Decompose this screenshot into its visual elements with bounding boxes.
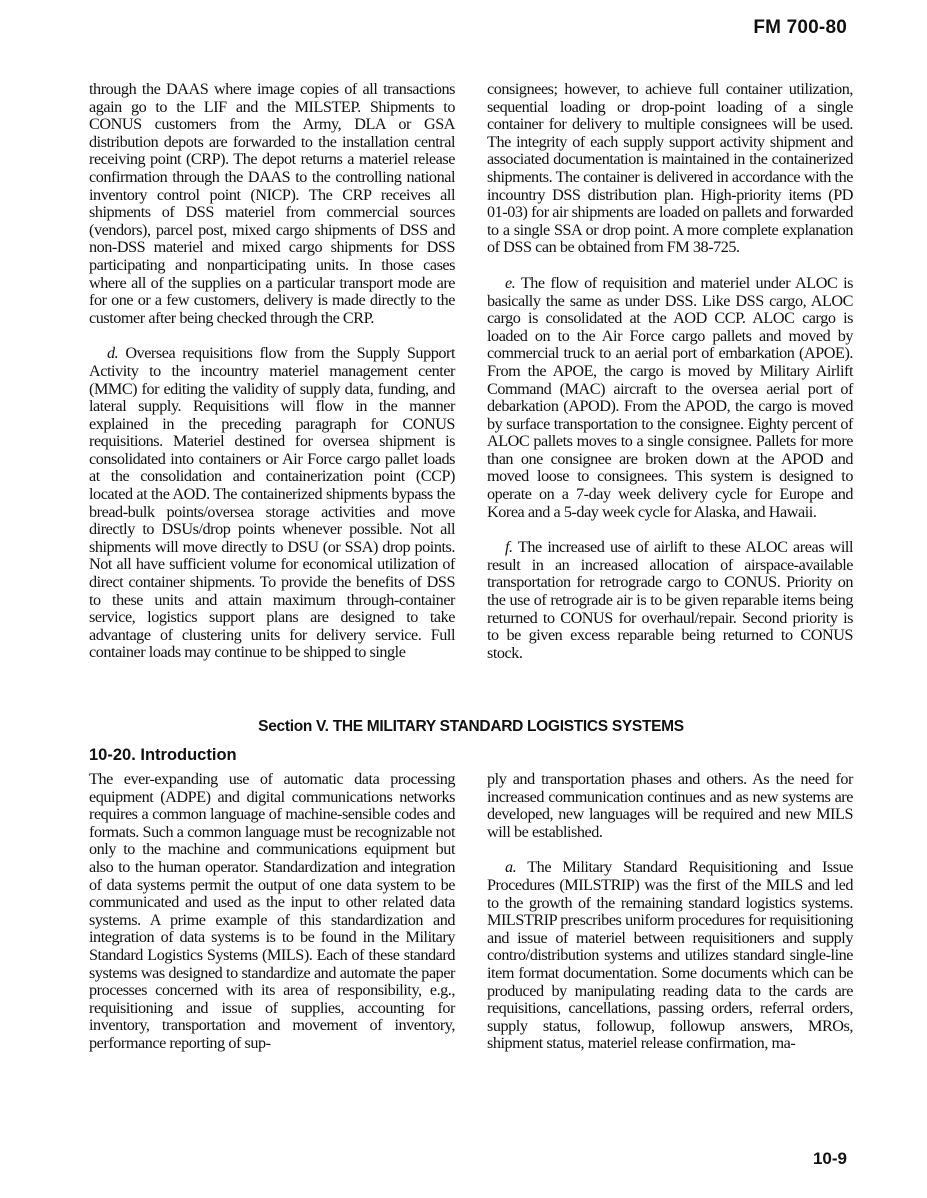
top-left-column <box>89 81 455 662</box>
bottom-right-column <box>487 771 853 1053</box>
paragraph-marker: e. <box>505 273 516 292</box>
paragraph-text: The increased use of airlift to these ALOC areas will result in an increased allocation of airspace-available transportation for retrograde cargo to CONUS. Priority on the use of retrograde air is to be given reparable items being returned to CONUS for overhaul/repair. Second priority is to be given excess reparable being returned to CONUS stock. <box>487 538 853 662</box>
paragraph-text: Oversea requisitions flow from the Supply Support Activity to the incountry materiel management center (MMC) for editing the validity of supply data, funding, and lateral supply. Requisitions will flow in the manner explained in the preceding paragraph for CONUS requisitions. Materiel destined for oversea shipment is consolidated into containers or Air Force cargo pallet loads at the consolidation and containerization point (CCP) located at the AOD. The containerized shipments bypass the bread-bulk points/oversea storage activities and move directly to DSUs/drop points whenever possible. Not all shipments will move directly to DSU (or SSA) drop points. Not all have sufficient volume for economical utilization of direct container shipments. To provide the benefits of DSS to these units and attain maximum through-container service, logistics support plans are designed to take advantage of clustering units for delivery service. Full container loads may continue to be shipped to single <box>89 344 455 662</box>
paragraph-a <box>487 859 853 1053</box>
bottom-left-column <box>89 771 455 1053</box>
paragraph-continuation: through the DAAS where image copies of all transactions again go to the LIF and the MILSTEP. Shipments to CONUS customers from the Army, DLA or GSA distribution depots are forwarded to the installation central receiving point (CRP). The depot returns a materiel release confirmation through the DAAS to the controlling national inventory control point (NICP). The CRP receives all shipments of DSS materiel from commercial sources (vendors), parcel post, mixed cargo shipments of DSS and non-DSS materiel and mixed cargo shipments for DSS participating and nonparticipating units. In those cases where all of the supplies on a particular transport mode are for one or a few customers, delivery is made directly to the customer after being checked through the CRP. <box>89 80 455 327</box>
page-number: 10-9 <box>812 1149 847 1168</box>
document-id: FM 700-80 <box>753 17 847 38</box>
section-heading: Section V. THE MILITARY STANDARD LOGISTICS SYSTEMS <box>258 718 684 735</box>
paragraph-marker: d. <box>107 344 119 363</box>
subsection-heading: 10-20. Introduction <box>89 746 237 764</box>
paragraph-text: The Military Standard Requisitioning and Issue Procedures (MILSTRIP) was the first of the MILS and led to the growth of the remaining standard logistics systems. MILSTRIP prescribes uniform procedures for requisitioning and issue of materiel between requisitioners and supply contro/distribution systems and utilizes standard single-line item format documentation. Some documents which can be produced by manipulating reading data to the cards are requisitions, cancellations, passing orders, referral orders, supply status, followup, followup answers, MROs, shipment status, materiel release confirmation, ma- <box>487 858 853 1053</box>
top-right-column <box>487 81 853 662</box>
paragraph-introduction: The ever-expanding use of automatic data processing equipment (ADPE) and digital communications networks requires a common language of machine-sensible codes and formats. Such a common language must be recognizable not only to the machine and communications equipment but also to the human operator. Standardization and integration of data systems permit the output of one data system to be communicated and used as the input to other related data systems. A prime example of this standardization and integration of data systems is to be found in the Military Standard Logistics Systems (MILS). Each of these standard systems was designed to standardize and automate the paper processes concerned with its area of responsibility, e.g., requisitioning and issue of supplies, accounting for inventory, transportation and movement of inventory, performance reporting of sup- <box>89 770 455 1052</box>
paragraph-text: The flow of requisition and materiel under ALOC is basically the same as under DSS. Like DSS cargo, ALOC cargo is consolidated at the AOD CCP. ALOC cargo is loaded on to the Air Force cargo pallets and moved by commercial truck to an aerial port of embarkation (APOE). From the APOE, the cargo is moved by Military Airlift Command (MAC) aircraft to the oversea aerial port of debarkation (APOD). From the APOD, the cargo is moved by surface transportation to the consignee. Eighty percent of ALOC pallets moves to a single consignee. Pallets for more than one consignee are broken down at the APOD and moved loose to consignees. This system is designed to operate on a 7-day week delivery cycle for Europe and Korea and a 5-day week cycle for Alaska, and Hawaii. <box>487 273 853 521</box>
paragraph-d <box>89 345 455 662</box>
paragraph-f <box>487 539 853 662</box>
paragraph-continuation: ply and transportation phases and others. As the need for increased communication continues and as new systems are developed, new languages will be required and new MILS will be established. <box>487 770 853 841</box>
paragraph-marker: a. <box>505 858 517 877</box>
paragraph-e <box>487 275 853 521</box>
paragraph-marker: f. <box>505 538 513 557</box>
paragraph-continuation: consignees; however, to achieve full container utilization, sequential loading or drop-point loading of a single container for delivery to multiple consignees will be used. The integrity of each supply support activity shipment and associated documentation is maintained in the containerized shipments. The container is delivered in accordance with the incountry DSS distribution plan. High-priority items (PD 01-03) for air shipments are loaded on pallets and forwarded to a single SSA or drop point. A more complete explanation of DSS can be obtained from FM 38-725. <box>487 80 853 257</box>
